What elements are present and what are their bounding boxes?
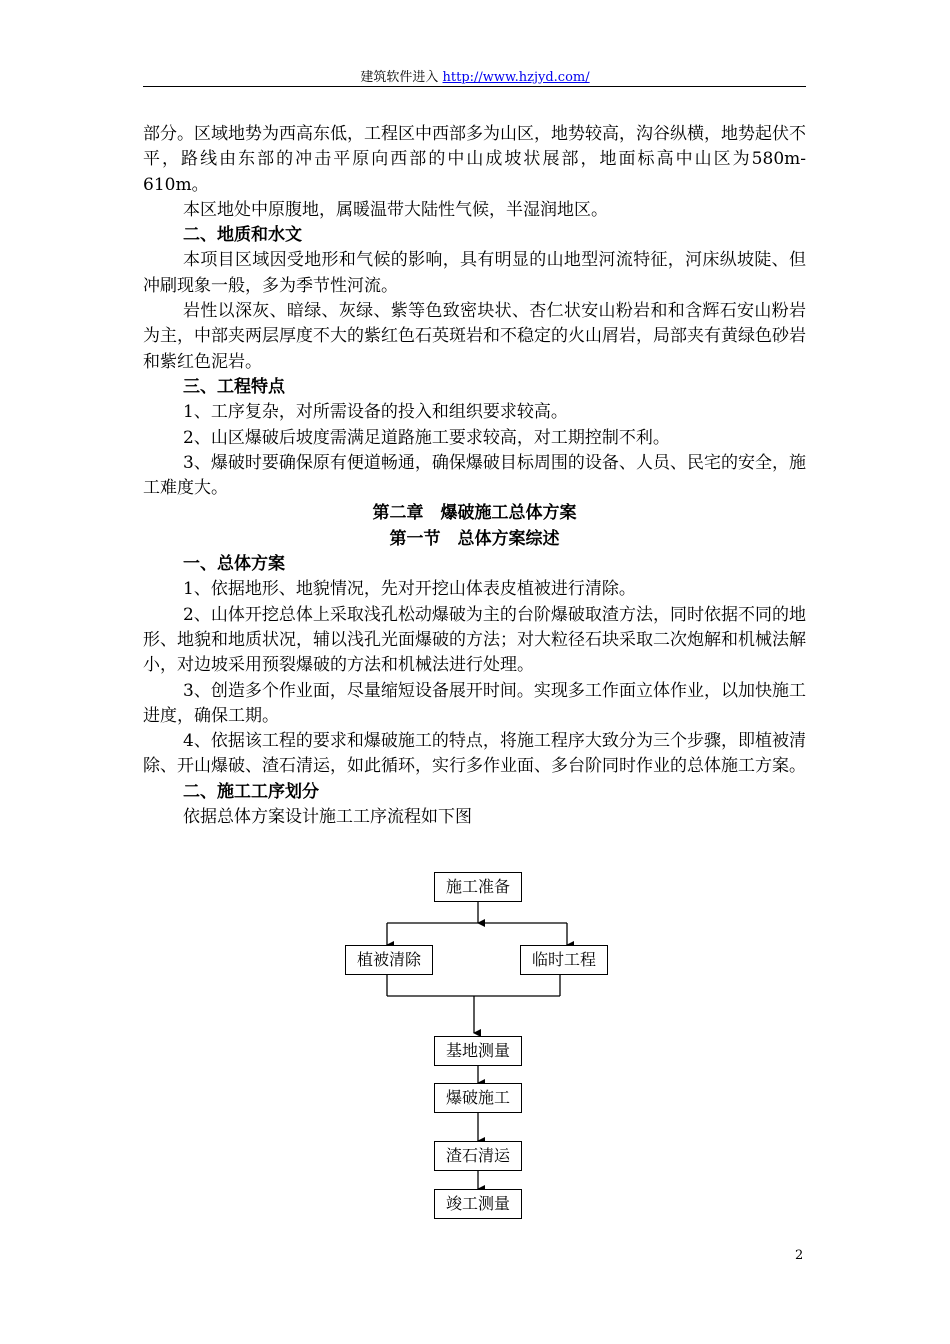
list-item: 1、依据地形、地貌情况，先对开挖山体表皮植被进行清除。 <box>183 579 636 600</box>
flow-step-survey: 基地测量 <box>434 1036 522 1066</box>
list-item: 2、山体开挖总体上采取浅孔松动爆破为主的台阶爆破取渣方法，同时依据不同的地形、地貌和地质状况，辅以浅孔光面爆破的方法；对大粒径石块采取二次炮解和机械法解小，对边坡采用预裂爆破的方法和机械法进行处理。 <box>143 604 806 676</box>
page-header <box>0 66 950 85</box>
flow-step-clearing: 渣石清运 <box>434 1141 522 1171</box>
flow-step-temporary: 临时工程 <box>520 945 608 975</box>
section-title: 第一节 总体方案综述 <box>389 528 560 549</box>
paragraph: 依据总体方案设计施工工序流程如下图 <box>183 807 472 828</box>
header-text: 建筑软件进入 <box>360 70 443 85</box>
list-item: 2、山区爆破后坡度需满足道路施工要求较高，对工期控制不利。 <box>183 427 670 448</box>
paragraph: 本项目区域因受地形和气候的影响，具有明显的山地型河流特征，河床纵坡陡、但冲刷现象一般，多为季节性河流。 <box>143 250 806 296</box>
flow-step-vegetation: 植被清除 <box>345 945 433 975</box>
list-item: 3、创造多个作业面，尽量缩短设备展开时间。实现多工作面立体作业，以加快施工进度，确保工期。 <box>143 680 806 726</box>
header-link[interactable]: http://www.hzjyd.com/ <box>442 70 590 85</box>
header-divider <box>143 86 806 87</box>
paragraph: 部分。区域地势为西高东低，工程区中西部多为山区，地势较高，沟谷纵横，地势起伏不平，路线由东部的冲击平原向西部的中山成坡状展部，地面标高中山区为580m-610m。 <box>143 124 806 195</box>
list-item: 3、爆破时要确保原有便道畅通，确保爆破目标周围的设备、人员、民宅的安全，施工难度大。 <box>143 452 806 499</box>
flow-step-start: 施工准备 <box>434 872 522 902</box>
document-body <box>143 122 806 830</box>
section-heading: 一、总体方案 <box>183 554 285 575</box>
list-item: 4、依据该工程的要求和爆破施工的特点，将施工程序大致分为三个步骤，即植被清除、开山爆破、渣石清运，如此循环，实行多作业面、多台阶同时作业的总体施工方案。 <box>143 731 806 777</box>
paragraph: 岩性以深灰、暗绿、灰绿、紫等色致密块状、杏仁状安山粉岩和和含辉石安山粉岩为主，中部夹两层厚度不大的紫红色石英斑岩和不稳定的火山屑岩，局部夹有黄绿色砂岩和紫红色泥岩。 <box>143 301 806 372</box>
flow-step-final-survey: 竣工测量 <box>434 1189 522 1219</box>
chapter-title: 第二章 爆破施工总体方案 <box>372 503 577 524</box>
paragraph: 本区地处中原腹地，属暖温带大陆性气候，半湿润地区。 <box>183 199 608 220</box>
section-heading: 二、施工工序划分 <box>183 781 319 802</box>
list-item: 1、工序复杂，对所需设备的投入和组织要求较高。 <box>183 402 568 423</box>
flow-step-blasting: 爆破施工 <box>434 1083 522 1113</box>
page-number: 2 <box>795 1248 804 1263</box>
section-heading: 二、地质和水文 <box>183 225 302 246</box>
section-heading: 三、工程特点 <box>183 376 285 397</box>
